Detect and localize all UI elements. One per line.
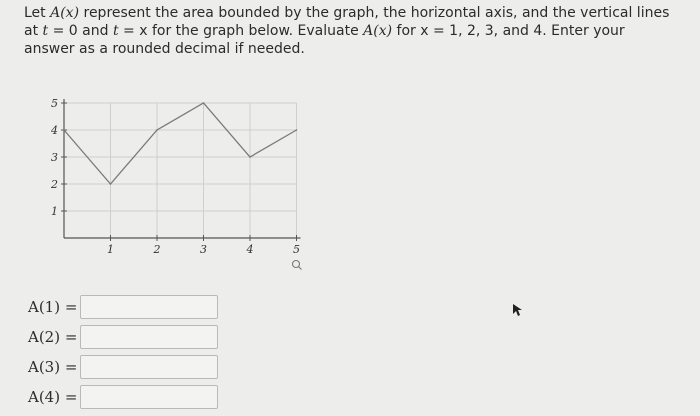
x-tick-label: 2 [153, 243, 161, 256]
function-notation: A(x) [50, 5, 80, 21]
y-tick-label: 3 [51, 151, 58, 164]
answer-label: A(1) = [28, 298, 78, 316]
question-part: for x = 1, 2, 3, and 4. Enter your answer as a rounded decimal if needed. [24, 23, 625, 57]
answer-row-4 [28, 382, 218, 412]
variable-t: t [42, 23, 49, 39]
tick-labels [50, 97, 300, 256]
answer-input-a4[interactable] [80, 385, 218, 409]
series-line [64, 103, 297, 184]
line-graph [28, 86, 328, 278]
mouse-cursor-icon [512, 303, 524, 317]
answer-label: A(3) = [28, 358, 78, 376]
question-part: represent the area bounded by the graph, the horizontal axis, and the vertical lines at [24, 5, 670, 39]
x-tick-label: 5 [293, 243, 300, 256]
answer-label: A(2) = [28, 328, 78, 346]
x-tick-label: 1 [107, 243, 114, 256]
x-tick-label: 3 [200, 243, 207, 256]
y-tick-label: 4 [51, 124, 58, 137]
y-tick-label: 2 [51, 178, 58, 191]
question-part: = 0 and [48, 23, 113, 39]
answer-row-1 [28, 292, 218, 322]
question-part: = x for the graph below. Evaluate [118, 23, 364, 39]
y-tick-label: 1 [51, 205, 58, 218]
axes [61, 99, 301, 241]
question-part: Let [24, 5, 51, 21]
answer-list [28, 292, 218, 412]
question-text [24, 4, 674, 58]
answer-label: A(4) = [28, 388, 78, 406]
answer-input-a3[interactable] [80, 355, 218, 379]
function-notation: A(x) [363, 23, 393, 39]
answer-input-a2[interactable] [80, 325, 218, 349]
magnifier-icon[interactable] [293, 261, 302, 270]
variable-t: t [112, 23, 119, 39]
answer-row-3 [28, 352, 218, 382]
answer-input-a1[interactable] [80, 295, 218, 319]
x-tick-label: 4 [246, 243, 254, 256]
y-tick-label: 5 [51, 97, 58, 110]
answer-row-2 [28, 322, 218, 352]
